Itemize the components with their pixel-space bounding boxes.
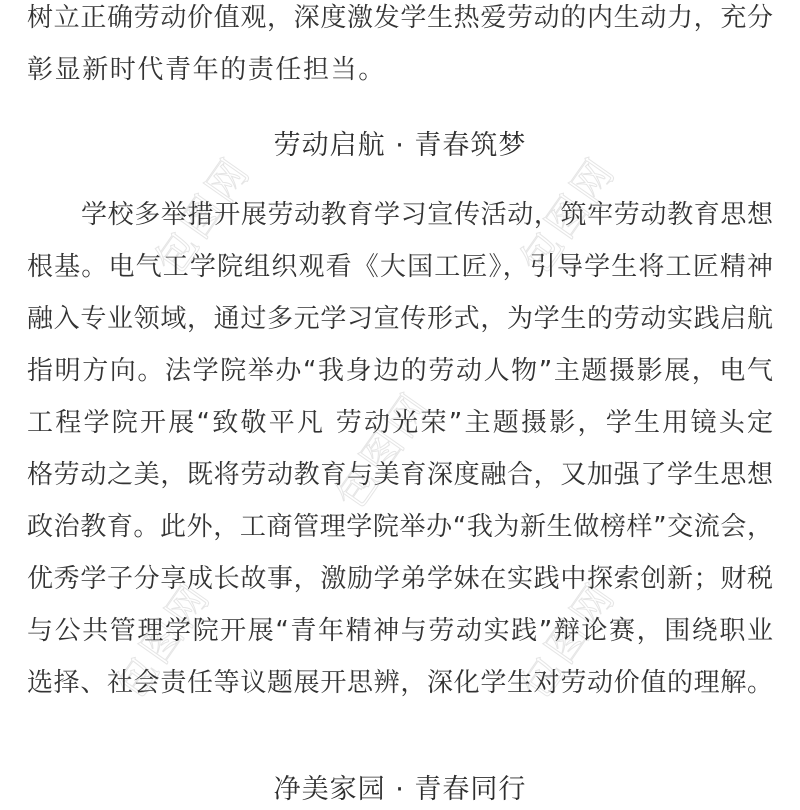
paragraph-line: 指明方向。法学院举办“我身边的劳动人物”主题摄影展，电气 bbox=[27, 356, 773, 386]
section-heading: 劳动启航 · 青春筑梦 bbox=[273, 130, 527, 161]
watermark: 包图网 bbox=[147, 148, 261, 283]
watermark: 包图网 bbox=[512, 573, 626, 708]
paragraph-line: 与公共管理学院开展“青年精神与劳动实践”辩论赛，围绕职业 bbox=[27, 616, 773, 646]
paragraph-line: 彰显新时代青年的责任担当。 bbox=[27, 55, 386, 85]
watermark: 包图网 bbox=[512, 148, 626, 283]
paragraph-line: 政治教育。此外，工商管理学院举办“我为新生做榜样”交流会， bbox=[27, 512, 773, 542]
paragraph-line: 工程学院开展“致敬平凡 劳动光荣”主题摄影，学生用镜头定 bbox=[27, 408, 773, 438]
paragraph-line: 选择、社会责任等议题展开思辨，深化学生对劳动价值的理解。 bbox=[27, 668, 773, 698]
section-heading: 净美家园 · 青春同行 bbox=[273, 774, 527, 805]
paragraph-line: 学校多举措开展劳动教育学习宣传活动，筑牢劳动教育思想 bbox=[81, 200, 773, 230]
paragraph-line: 格劳动之美，既将劳动教育与美育深度融合，又加强了学生思想 bbox=[27, 460, 773, 490]
paragraph-line: 树立正确劳动价值观，深度激发学生热爱劳动的内生动力，充分 bbox=[27, 3, 773, 33]
paragraph-line: 根基。电气工学院组织观看《大国工匠》，引导学生将工匠精神 bbox=[27, 252, 773, 282]
watermark: 包图网 bbox=[327, 383, 441, 518]
paragraph-line: 优秀学子分享成长故事，激励学弟学妹在实践中探索创新；财税 bbox=[27, 564, 773, 594]
watermark: 包图网 bbox=[107, 573, 221, 708]
paragraph-line: 融入专业领域，通过多元学习宣传形式，为学生的劳动实践启航 bbox=[27, 304, 773, 334]
